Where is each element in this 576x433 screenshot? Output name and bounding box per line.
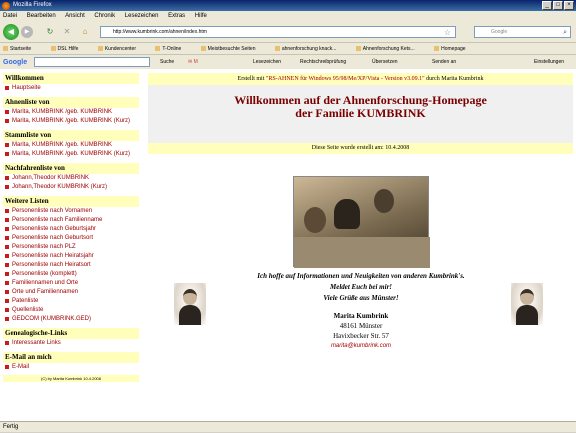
sidebar-link[interactable]: Familiennamen und Orte xyxy=(3,279,139,288)
status-bar xyxy=(0,421,576,432)
page-icon xyxy=(356,46,361,51)
sidebar-link[interactable]: Quellenliste xyxy=(3,306,139,315)
sidebar-heading: Willkommen xyxy=(3,73,139,84)
sidebar-link[interactable]: Personenliste nach PLZ xyxy=(3,243,139,252)
stop-icon[interactable]: ✕ xyxy=(63,27,71,36)
message-line-3: Viele Grüße aus Münster! xyxy=(323,294,399,302)
portrait-left xyxy=(174,283,206,325)
menu-hilfe[interactable]: Hilfe xyxy=(194,13,207,19)
bookmark-item[interactable]: Homepage xyxy=(434,46,474,52)
sidebar-link[interactable]: Johann,Theodor KUMBRINK xyxy=(3,174,139,183)
sidebar-link[interactable]: Hauptseite xyxy=(3,84,139,93)
created-prefix: Erstellt mit xyxy=(237,76,266,82)
sidebar-heading: E-Mail an mich xyxy=(3,352,139,363)
window-title: Mozilla Firefox xyxy=(13,2,52,8)
menu-datei[interactable]: Datei xyxy=(3,13,18,19)
bookmark-item[interactable]: Startseite xyxy=(3,46,40,52)
sidebar-link[interactable]: Johann,Theodor KUMBRINK (Kurz) xyxy=(3,183,139,192)
bookmark-star-icon[interactable]: ☆ xyxy=(443,28,451,37)
search-input[interactable] xyxy=(474,26,571,38)
contact-street: Havixbecker Str. 57 xyxy=(333,332,389,340)
status-text: Fertig xyxy=(3,424,19,430)
google-bookmarks-button[interactable]: Lesezeichen xyxy=(253,59,282,65)
sidebar-link[interactable]: Marita, KUMBRINK /geb. KUMBRINK (Kurz) xyxy=(3,117,139,126)
contact-city: 48161 Münster xyxy=(339,322,383,330)
sidebar-heading: Nachfahrenliste von xyxy=(3,163,139,174)
sidebar-link[interactable]: Personenliste (komplett) xyxy=(3,270,139,279)
sidebar-link[interactable]: Personenliste nach Heiratsort xyxy=(3,261,139,270)
title-line-2: der Familie KUMBRINK xyxy=(295,106,426,120)
google-logo: Google xyxy=(3,59,28,66)
title-line-1: Willkommen auf der Ahnenforschung-Homepage xyxy=(234,93,487,107)
sidebar-link[interactable]: Marita, KUMBRINK /geb. KUMBRINK xyxy=(3,108,139,117)
welcome-message xyxy=(223,271,499,304)
bookmark-item[interactable]: ahnenforschung knack... xyxy=(275,46,345,52)
sidebar-link[interactable]: E-Mail xyxy=(3,363,139,372)
url-bar[interactable] xyxy=(100,26,456,38)
contact-email-link[interactable]: marita@kumbrink.com xyxy=(330,343,392,349)
bookmark-item[interactable]: Meistbesuchte Seiten xyxy=(201,46,265,52)
sidebar-link[interactable]: Personenliste nach Geburtsort xyxy=(3,234,139,243)
menu-extras[interactable]: Extras xyxy=(168,13,186,19)
forward-button[interactable]: ▶ xyxy=(21,26,33,38)
google-search-input[interactable] xyxy=(34,57,150,67)
main-panel xyxy=(148,73,573,413)
eye-icon xyxy=(434,46,439,51)
folder-icon xyxy=(201,46,206,51)
sidebar-link[interactable]: Personenliste nach Geburtsjahr xyxy=(3,225,139,234)
menu-chronik[interactable]: Chronik xyxy=(94,13,116,19)
translate-button[interactable]: Übersetzen xyxy=(372,59,398,65)
google-toolbar xyxy=(0,54,576,69)
message-line-1: Ich hoffe auf Informationen und Neuigkeiten von anderen Kumbrink's. xyxy=(257,272,465,280)
menu-lesezeichen[interactable]: Lesezeichen xyxy=(124,13,159,19)
created-suffix: durch Marita Kumbrink xyxy=(424,76,484,82)
menu-bar xyxy=(0,11,576,22)
message-line-2: Meldet Euch bei mir! xyxy=(329,283,393,291)
spellcheck-button[interactable]: Rechtschreibprüfung xyxy=(300,59,347,65)
page-icon xyxy=(51,46,56,51)
page-content xyxy=(0,69,576,421)
url-text: http://www.kumbrink.com/ahnen/index.htm xyxy=(113,29,207,35)
address-block xyxy=(278,311,444,351)
page-icon xyxy=(275,46,280,51)
sidebar-link[interactable]: Interessante Links xyxy=(3,339,139,348)
sidebar-footer: (C) by Marita Kumbrink 10.4.2008 xyxy=(3,375,139,382)
minimize-button[interactable]: _ xyxy=(542,1,552,10)
sidebar-heading: Weitere Listen xyxy=(3,196,139,207)
sidebar xyxy=(3,73,139,413)
software-link[interactable]: "RS-AHNEN für Windows 95/98/Me/XP/Vista - Version v3.09.1" xyxy=(265,76,425,82)
bookmark-item[interactable]: DSL Hilfe xyxy=(51,46,88,52)
sidebar-link[interactable]: Patenliste xyxy=(3,297,139,306)
sidebar-heading: Stammliste von xyxy=(3,130,139,141)
menu-ansicht[interactable]: Ansicht xyxy=(65,13,85,19)
bookmark-item[interactable]: Kundencenter xyxy=(98,46,145,52)
page-icon xyxy=(155,46,160,51)
maximize-button[interactable]: □ xyxy=(553,1,563,10)
bookmarks-toolbar xyxy=(0,42,576,54)
portrait-right xyxy=(511,283,543,325)
page-icon xyxy=(3,46,8,51)
sidebar-heading: Ahnenliste von xyxy=(3,97,139,108)
settings-button[interactable]: Einstellungen xyxy=(534,59,565,65)
family-photo xyxy=(293,176,429,267)
firefox-icon xyxy=(2,2,10,10)
send-to-button[interactable]: Senden an xyxy=(432,59,457,65)
sidebar-link[interactable]: GEDCOM (KUMBRINK.GED) xyxy=(3,315,139,324)
window-title-bar xyxy=(0,0,576,11)
search-placeholder: Google xyxy=(491,29,508,35)
sidebar-link[interactable]: Personenliste nach Familienname xyxy=(3,216,139,225)
home-icon[interactable]: ⌂ xyxy=(82,27,88,36)
sidebar-link[interactable]: Personenliste nach Vornamen xyxy=(3,207,139,216)
sidebar-link[interactable]: Marita, KUMBRINK /geb. KUMBRINK xyxy=(3,141,139,150)
page-title xyxy=(148,85,573,143)
created-date: Diese Seite wurde erstellt am: 10.4.2008 xyxy=(148,143,573,154)
sidebar-heading: Genealogische-Links xyxy=(3,328,139,339)
mail-icon[interactable]: ✉ M xyxy=(188,59,198,65)
created-with-bar xyxy=(148,73,573,85)
sidebar-link[interactable]: Orte und Familiennamen xyxy=(3,288,139,297)
menu-bearbeiten[interactable]: Bearbeiten xyxy=(26,13,56,19)
sidebar-link[interactable]: Marita, KUMBRINK /geb. KUMBRINK (Kurz) xyxy=(3,150,139,159)
back-button[interactable]: ◀ xyxy=(3,24,19,40)
page-icon xyxy=(98,46,103,51)
sidebar-link[interactable]: Personenliste nach Heiratsjahr xyxy=(3,252,139,261)
contact-name: Marita Kumbrink xyxy=(333,312,389,320)
bookmark-item[interactable]: T-Online xyxy=(155,46,190,52)
google-search-button[interactable]: Suche xyxy=(160,59,175,65)
bookmark-item[interactable]: Ahnenforschung Kets... xyxy=(356,46,424,52)
reload-icon[interactable]: ↻ xyxy=(46,27,54,36)
search-icon[interactable]: ⌕ xyxy=(563,29,567,36)
close-button[interactable]: × xyxy=(564,1,574,10)
